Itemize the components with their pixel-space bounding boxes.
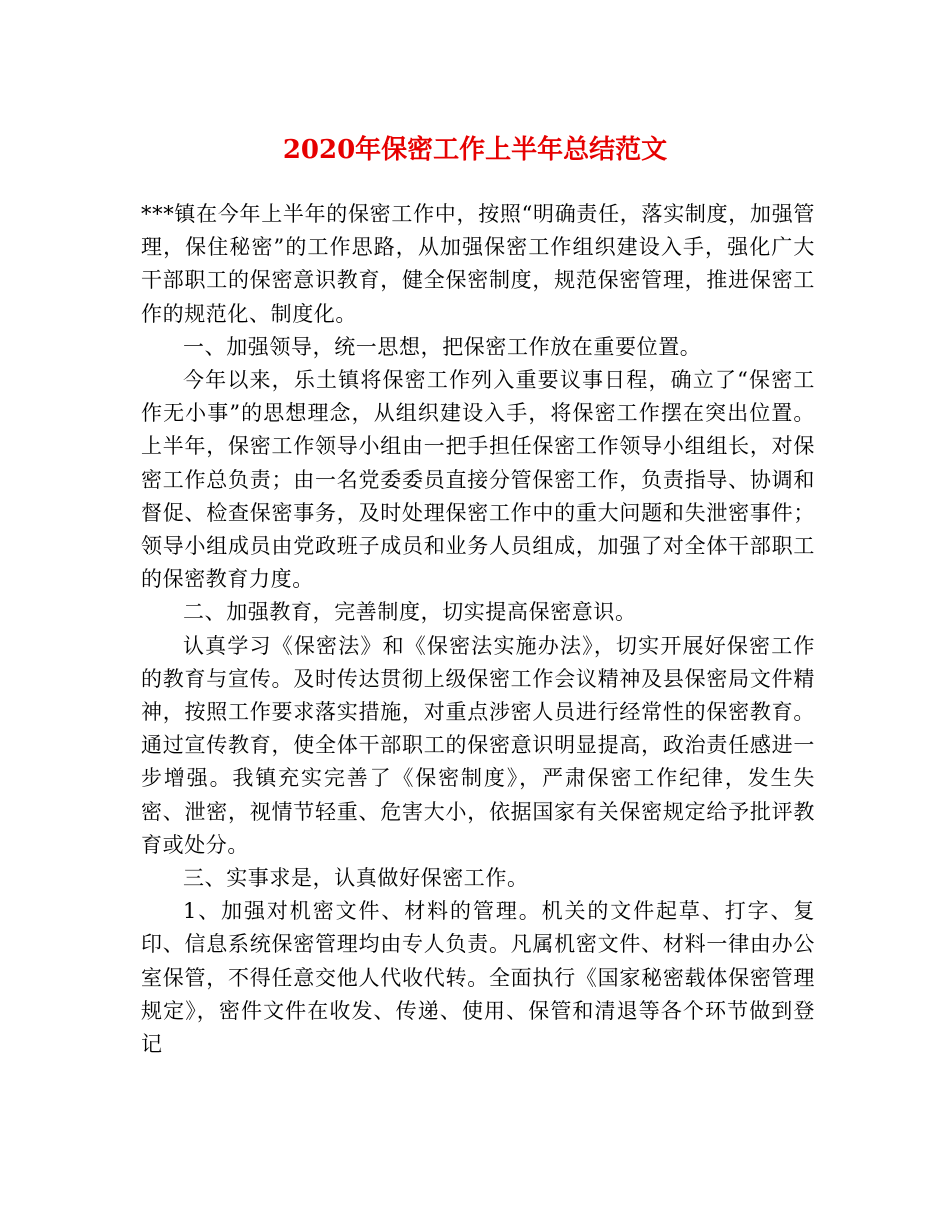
section-heading-1: 一、加强领导，统一思想，把保密工作放在重要位置。 [183, 334, 702, 359]
paragraph-section-1: 今年以来，乐土镇将保密工作列入重要议事日程，确立了“保密工作无小事”的思想理念，从组织建设入手，将保密工作摆在突出位置。上半年，保密工作领导小组由一把手担任保密工作领导小组组长，对保密工作总负责；由一名党委委员直接分管保密工作，负责指导、协调和督促、检查保密事务，及时处理保密工作中的重大问题和失泄密事件；领导小组成员由党政班子成员和业务人员组成，加强了对全体干部职工的保密教育力度。 [141, 368, 815, 592]
paragraph-section-3-item-1: 1、加强对机密文件、材料的管理。机关的文件起草、打字、复印、信息系统保密管理均由专人负责。凡属机密文件、材料一律由办公室保管，不得任意交他人代收代转。全面执行《国家秘密载体保密管理规定》，密件文件在收发、传递、使用、保管和清退等各个环节做到登记 [141, 899, 815, 1057]
document-body [141, 198, 815, 1061]
section-heading-3: 三、实事求是，认真做好保密工作。 [183, 866, 529, 891]
paragraph-section-2: 认真学习《保密法》和《保密法实施办法》，切实开展好保密工作的教育与宣传。及时传达贯彻上级保密工作会议精神及县保密局文件精神，按照工作要求落实措施，对重点涉密人员进行经常性的保密教育。通过宣传教育，使全体干部职工的保密意识明显提高，政治责任感进一步增强。我镇充实完善了《保密制度》，严肃保密工作纪律，发生失密、泄密，视情节轻重、危害大小，依据国家有关保密规定给予批评教育或处分。 [141, 633, 815, 857]
paragraph-intro: ***镇在今年上半年的保密工作中，按照“明确责任，落实制度，加强管理，保住秘密”的工作思路，从加强保密工作组织建设入手，强化广大干部职工的保密意识教育，健全保密制度，规范保密管理，推进保密工作的规范化、制度化。 [141, 202, 815, 326]
document-title: 2020年保密工作上半年总结范文 [282, 135, 668, 165]
section-heading-2: 二、加强教育，完善制度，切实提高保密意识。 [183, 600, 637, 625]
